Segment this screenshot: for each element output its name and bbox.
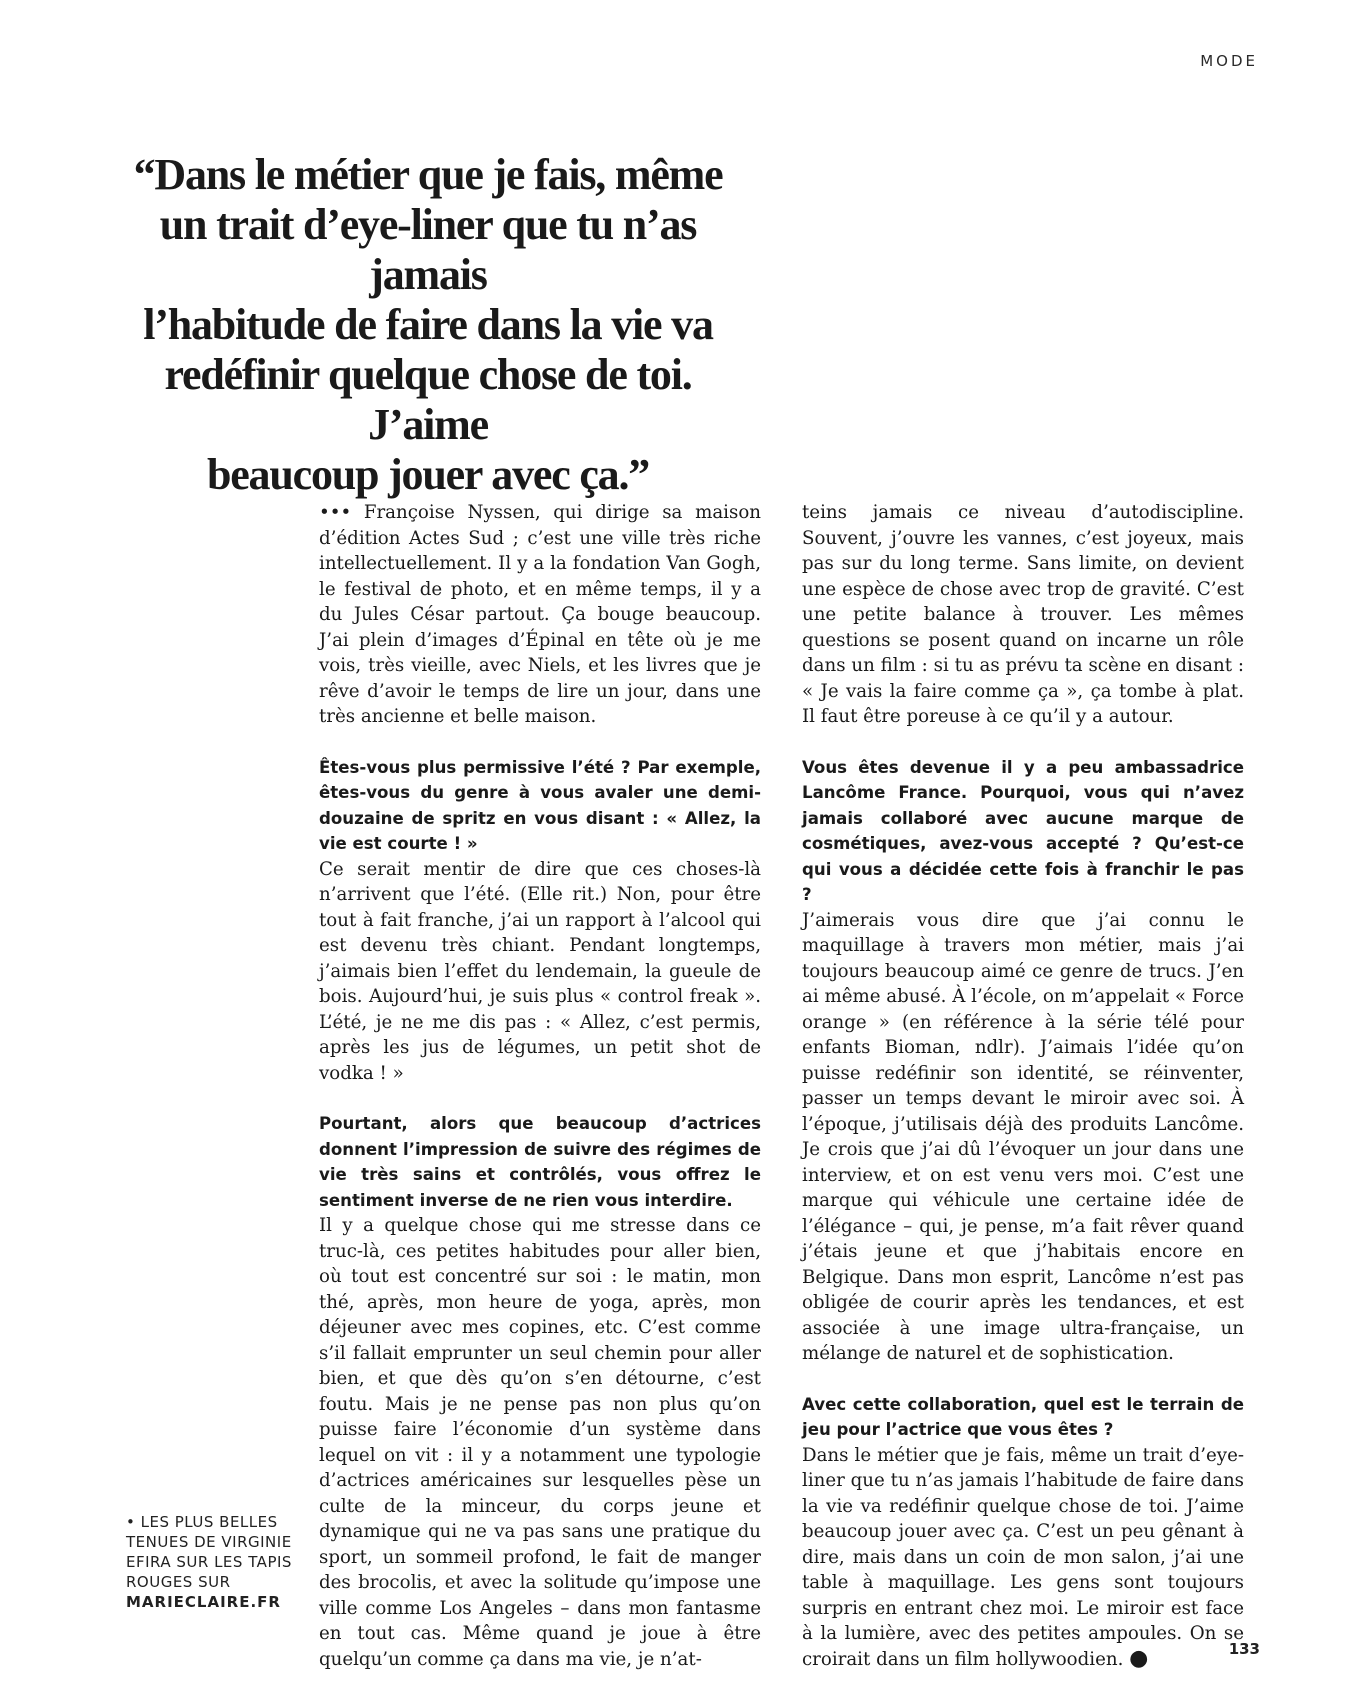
answer-2: Il y a quelque chose qui me stresse dans ce truc-là, ces petites habitudes pour aller bien, où tout est concentré sur soi : le matin, mon thé, après, mon heure de yoga, après, mon déjeuner avec mes copines, etc. C’est comme s’il fallait emprunter un seul chemin pour aller bien, et que dès qu’on s’en détourne, c’est foutu. Mais je ne pense pas non plus qu’on puisse faire l’économie d’un système dans lequel on vit : il y a notamment une typologie d’actrices américaines sur lesquelles pèse un culte de la minceur, du corps jeune et dynamique qui ne va pas sans une pratique du sport, un sommeil profond, le fait de manger des brocolis, et avec la solitude qu’impose une ville comme Los Angeles – dans mon fantasme en tout cas. Même quand je joue à être quelqu’un comme ça dans ma vie, je n’at- [319,1215,761,1670]
pull-quote-line: redéfinir quelque chose de toi. J’aime [164,350,692,449]
pull-quote-line: beaucoup jouer avec ça.” [206,450,650,499]
answer-4: Dans le métier que je fais, même un trait d’eye-liner que tu n’as jamais l’habitude de faire dans la vie va redéfinir quelque chose de toi. J’aime beaucoup jouer avec ça. C’est un peu gênant à dire, mais dans un coin de mon salon, j’ai une table à maquillage. Les gens sont toujours surpris en entrant chez moi. Le miroir est face à la lumière, avec des petites ampoules. On se croirait dans un film hollywoodien. [802,1444,1244,1670]
article-column-2 [802,500,1244,1672]
answer-1: Ce serait mentir de dire que ces choses-là n’arrivent que l’été. (Elle rit.) Non, pour être tout à fait franche, j’ai un rapport à l’alcool qui est devenu très chiant. Pendant longtemps, j’aimais bien l’effet du lendemain, la gueule de bois. Aujourd’hui, je suis plus « control freak ». L’été, je ne me dis pas : « Allez, c’est permis, après les jus de légumes, un petit shot de vodka ! » [319,858,761,1084]
sidenote-link[interactable]: MARIECLAIRE.FR [126,1593,281,1611]
sidenote-text: • LES PLUS BELLES TENUES DE VIRGINIE EFIRA SUR LES TAPIS ROUGES SUR [126,1513,292,1591]
intro-paragraph: ••• Françoise Nyssen, qui dirige sa maison d’édition Actes Sud ; c’est une ville très riche intellectuellement. Il y a la fondation Van Gogh, le festival de photo, et en même temps, il y a du Jules César partout. Ça bouge beaucoup. J’ai plein d’images d’Épinal en tête où je me vois, très vieille, avec Niels, et les livres que je rêve d’avoir le temps de lire un jour, dans une très ancienne et belle maison. [319,502,761,727]
answer-4-container [802,1443,1244,1673]
section-label: MODE [1200,52,1258,70]
pull-quote [118,150,738,500]
question-1: Êtes-vous plus permissive l’été ? Par exemple, êtes-vous du genre à vous avaler une demi-douzaine de spritz en vous disant : « Allez, la vie est courte ! » [319,757,761,853]
sidenote [126,1512,296,1612]
pull-quote-line: un trait d’eye-liner que tu n’as jamais [159,200,697,299]
question-3: Vous êtes devenue il y a peu ambassadrice Lancôme France. Pourquoi, vous qui n’avez jamais collaboré avec aucune marque de cosmétiques, avez-vous accepté ? Qu’est-ce qui vous a décidée cette fois à franchir le pas ? [802,757,1244,904]
end-mark-icon: ● [1129,1645,1149,1671]
continued-paragraph: teins jamais ce niveau d’autodiscipline. Souvent, j’ouvre les vannes, c’est joyeux, mais pas sur du long terme. Sans limite, on devient une espèce de chose avec trop de gravité. C’est une petite balance à trouver. Les mêmes questions se posent quand on incarne un rôle dans un film : si tu as prévu ta scène en disant : « Je vais la faire comme ça », ça tombe à plat. Il faut être poreuse à ce qu’il y a autour. [802,502,1244,727]
page-number: 133 [1228,1640,1260,1658]
question-4: Avec cette collaboration, quel est le terrain de jeu pour l’actrice que vous êtes ? [802,1394,1244,1439]
question-2: Pourtant, alors que beaucoup d’actrices donnent l’impression de suivre des régimes de vie très sains et contrôlés, vous offrez le sentiment inverse de ne rien vous interdire. [319,1114,761,1210]
answer-3: J’aimerais vous dire que j’ai connu le maquillage à travers mon métier, mais j’ai toujours beaucoup aimé ce genre de trucs. J’en ai même abusé. À l’école, on m’appelait « Force orange » (en référence à la série télé pour enfants Bioman, ndlr). J’aimais l’idée qu’on puisse redéfinir son identité, se réinventer, passer un temps devant le miroir avec soi. À l’époque, j’utilisais déjà des produits Lancôme. Je crois que j’ai dû l’évoquer un jour dans une interview, et on est venu vers moi. C’est une marque qui véhicule une certaine idée de l’élégance – qui, je pense, m’a fait rêver quand j’étais jeune et que j’habitais encore en Belgique. Dans mon esprit, Lancôme n’est pas obligée de courir après les tendances, et est associée à une image ultra-française, un mélange de naturel et de sophistication. [802,909,1244,1364]
pull-quote-line: l’habitude de faire dans la vie va [143,300,713,349]
article-column-1 [319,500,761,1672]
pull-quote-line: “Dans le métier que je fais, même [133,150,723,199]
